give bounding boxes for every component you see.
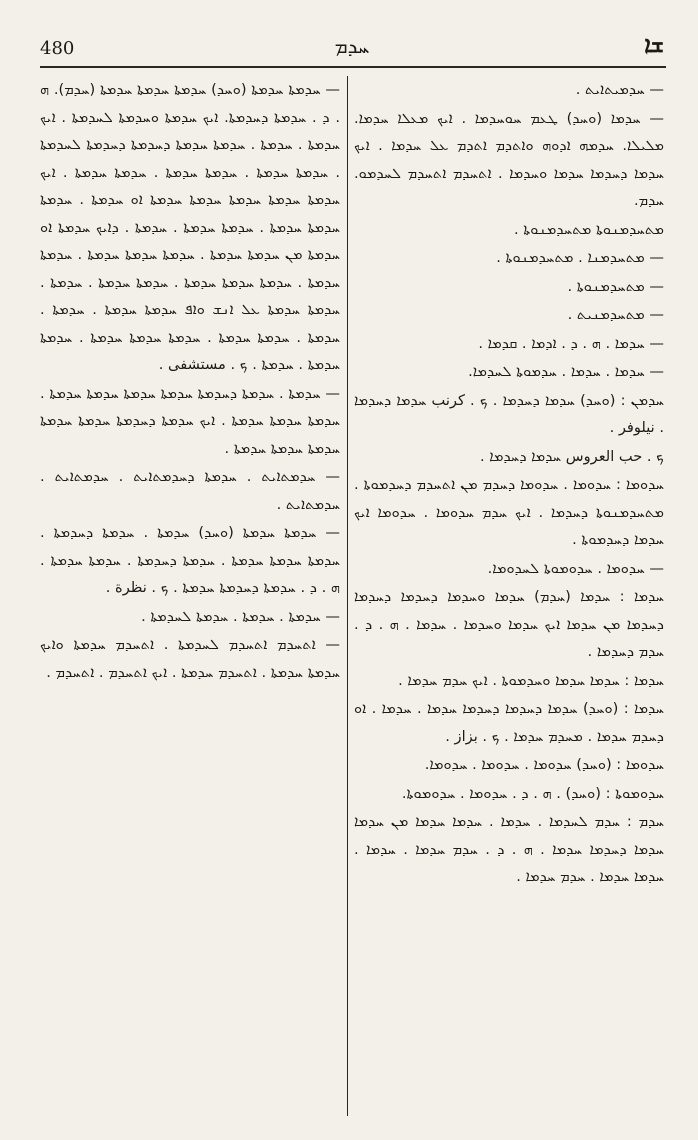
entry: ܚܕܡܐ : ܚܕܡܐ (ܚܕܡ) ܚܕܡܐ ܘܚܕܡܐ ܕܚܕܡܐ ܕܚܕܡܐ ܕܚܕܡܐ ܡܢ ܚܕܡܐ ܐܝܟ ܚܕܡܐ ܘܚܕܡܐ . ܚܕܡܐ . ܗ . ܕ . ܚܕܡ ܕܚܕܡܐ . [354, 588, 664, 660]
running-head: ܚܕܡ [334, 34, 370, 58]
entry: ܚܕܘܡܘܬܐ : (ܘܚܕ) . ܗ . ܕ . ܚܕܘܡܐ . ܚܕܘܡܘܬܐ. [401, 784, 664, 802]
entry: ܟ . حب العروس ܚܕܡܐ ܕܚܕܡܐ . [480, 447, 664, 465]
entry: ܚܕܡܐ : ܚܕܡܐ ܚܕܡܐ ܘܚܕܡܘܬܐ . ܐܝܟ ܚܕܡ ܚܕܡܐ . [398, 671, 664, 689]
entry: — ܡܬܚܕܡܢܘܬܐ . [567, 277, 664, 295]
entry: — ܡܬܚܕܡܢܝܬ . [567, 306, 664, 323]
page-number: 480 [40, 38, 75, 59]
entry: — ܚܕܡܐ (ܘܚܕ) ܛܥܡ ܚܘܚܕܡܐ . ܐܝܟ ܡܥܠܐ ܚܕܡܐ. ܡܠܝܠܐ. ܚܕܡܗ ܐܕܘܗ ܘܐܬܕܡ ܐܬܕܡ ܥܠ ܚܕܡܐ . ܐܝܟ ܚܕܡܐ ܕܚܕܡܐ ܚܕܡܐ ܘܚܕܡܐ . ܐܬܚܕܡ ܐܬܚܕܡ ܠܚܕܡܘ. ܚܕܡ. [354, 109, 664, 209]
entry: ܚܕܘܡܐ : (ܘܚܕ) ܚܕܘܡܐ . ܚܕܘܡܐ . ܚܕܘܡܐ. [424, 756, 664, 773]
entry: ܚܕܡܢ : (ܘܚܕ) ܚܕܡܐ ܕܚܕܡܐ . ܟ . كرنب ܚܕܡܐ ܕܚܕܡܐ . نيلوفر . [354, 391, 664, 436]
entry: ܚܕܘܡܐ : ܚܕܘܡܐ . ܚܕܘܡܐ ܕܚܕܡ ܡܢ ܐܬܚܕܡ ܕܚܕܡܘܬܐ . ܡܬܚܕܡܢܘܬܐ ܕܚܕܡܐ . ܐܝܟ ܚܕܡ ܚܕܘܡܐ . ܚܕܘܡܐ ܐܝܟ ܚܕܡܐ ܕܚܕܡܘܬܐ . [354, 476, 664, 548]
entry: — ܚܕܡܐ . ܚܕܡܐ . ܚܕܡܘܬܐ ܠܚܕܡܐ. [468, 363, 664, 380]
column-divider [347, 76, 348, 1116]
header-rule [40, 66, 666, 68]
entry: ܚܕܡ : ܚܕܡ ܠܚܕܡܐ . ܚܕܡܐ . ܚܕܡܐ ܚܕܡܐ ܡܢ ܚܕܡܐ ܚܕܡܐ ܕܚܕܡܐ ܚܕܡܐ . ܗ . ܕ . ܚܕܡ ܚܕܡܐ . ܚܕܡܐ . ܚܕܡܐ ܚܕܡܐ . ܚܕܡ ܚܕܡܐ . [354, 813, 664, 885]
entry: — ܚܕܡܝܬܐܝܬ . [575, 81, 664, 98]
folio-mark: ܫܐ [644, 32, 664, 58]
entry: — ܐܬܚܕܡ ܐܬܚܕܡ ܠܚܕܡܬܐ . ܐܬܚܕܡ ܚܕܡܬܐ ܘܐܝܟ ܚܕܡܬܐ ܚܕܡܬܐ . ܐܬܚܕܡ ܚܕܡܬܐ . ܐܝܟ ܐܬܚܕܡ . ܐܬܚܕܡ . [40, 636, 340, 681]
entry: — ܚܕܡܬܐ . ܚܕܡܬܐ . ܚܕܡܬܐ ܠܚܕܡܬܐ . [141, 607, 340, 625]
entry: — ܚܕܡܬܐ . ܚܕܡܬܐ ܕܚܕܡܬܐ ܚܕܡܬܐ ܚܕܡܬܐ ܚܕܡܬܐ ܚܕܡܬܐ . ܚܕܡܬܐ ܚܕܡܬܐ ܚܕܡܬܐ . ܐܝܟ ܚܕܡܬܐ ܕܚܕܡܬܐ ܚܕܡܬܐ ܚܕܡܬܐ ܚܕܡܬܐ ܚܕܡܬܐ ܚܕܡܬܐ . [40, 384, 340, 457]
entry: — ܚܕܡܬܐܝܬ . ܚܕܡܬܐ ܕܚܕܡܬܐܝܬ . ܚܕܡܬܐܝܬ . ܚܕܡܬܐܝܬ . [40, 468, 340, 513]
entry: ܚܕܡܐ : (ܘܚܕ) ܚܕܡܐ ܕܚܕܡܐ ܕܚܕܡܐ ܚܕܡܐ . ܚܕܡܐ . ܐܘ ܕܚܕܡ ܚܕܡܐ . ܡܚܕܡ ܚܕܡܐ . ܟ . بزاز . [354, 700, 664, 745]
entry: — ܚܕܡܬܐ ܚܕܡܬܐ (ܘܚܕ) ܚܕܡܬܐ . ܚܕܡܬܐ ܕܚܕܡܬܐ . ܚܕܡܬܐ ܚܕܡܬܐ ܚܕܡܬܐ . ܚܕܡܬܐ ܕܚܕܡܬܐ . ܚܕܡܬܐ ܚܕܡܬܐ . ܗ . ܕ . ܚܕܡܬܐ ܕܚܕܡܬܐ ܚܕܡܬܐ . ܟ . نظرة . [40, 524, 340, 596]
entry: ܡܬܚܕܡܢܘܬܐ ܡܬܚܕܡܢܘܬܐ . [514, 220, 664, 238]
entry: — ܚܕܡܐ . ܗ . ܕ . ܐܕܡܐ . ܩܕܡܐ . [478, 334, 664, 352]
entry: — ܡܬܚܕܡܢܐ . ܡܬܚܕܡܢܘܬܐ . [496, 249, 664, 266]
entry: — ܚܕܘܡܐ . ܚܕܘܡܘܬܐ ܠܚܕܘܡܐ. [487, 559, 664, 577]
entry: — ܚܕܡܬܐ ܚܕܡܬܐ (ܘܚܕ) ܚܕܡܬܐ ܚܕܡܬܐ ܚܕܡܬܐ (ܚܕܡ). ܗ . ܕ . ܚܕܡܬܐ ܕܚܕܡܬܐ. ܐܝܟ ܚܕܡܬܐ ܘܚܕܡܬܐ ܠܚܕܡܬܐ . ܐܝܟ ܚܕܡܬܐ . ܚܕܡܬܐ . ܚܕܡܬܐ ܚܕܡܬܐ ܕܚܕܡܬܐ ܕܚܕܡܬܐ ܠܚܕܡܬܐ . ܚܕܡܬܐ ܚܕܡܬܐ . ܚܕܡܬܐ ܚܕܡܬܐ . ܚܕܡܬܐ ܚܕܡܬܐ . ܐܝܟ ܚܕܡܬܐ ܚܕܡܬܐ ܚܕܡܬܐ ܚܕܡܬܐ ܚܕܡܬܐ ܐܘ ܚܕܡܬܐ . ܚܕܡܬܐ ܚܕܡܬܐ ܚܕܡܬܐ . ܚܕܡܬܐ ܚܕܡܬܐ . ܚܕܡܬܐ . ܕܐܝܟ ܚܕܡܬܐ ܐܘ ܚܕܡܬܐ ܡܢ ܚܕܡܬܐ ܚܕܡܬܐ . ܚܕܡܬܐ ܚܕܡܬܐ ܚܕܡܬܐ . ܚܕܡܬܐ ܚܕܡܬܐ . ܚܕܡܬܐ ܚܕܡܬܐ ܚܕܡܬܐ . ܚܕܡܬܐ ܚܕܡܬܐ . ܚܕܡܬܐ . ܚܕܡܬܐ ܚܕܡܬܐ ܥܠ ܐܢܫ ܘܐܦ ܚܕܡܬܐ ܚܕܡܬܐ . ܚܕܡܬܐ . ܚܕܡܬܐ . ܚܕܡܬܐ ܚܕܡܬܐ . ܚܕܡܬܐ ܚܕܡܬܐ ܚܕܡܬܐ . ܚܕܡܬܐ ܚܕܡܬܐ . ܚܕܡܬܐ . ܟ . مستشفى . [40, 81, 340, 373]
right-column [354, 76, 664, 1116]
page-header [40, 30, 664, 70]
left-column [40, 76, 340, 1116]
